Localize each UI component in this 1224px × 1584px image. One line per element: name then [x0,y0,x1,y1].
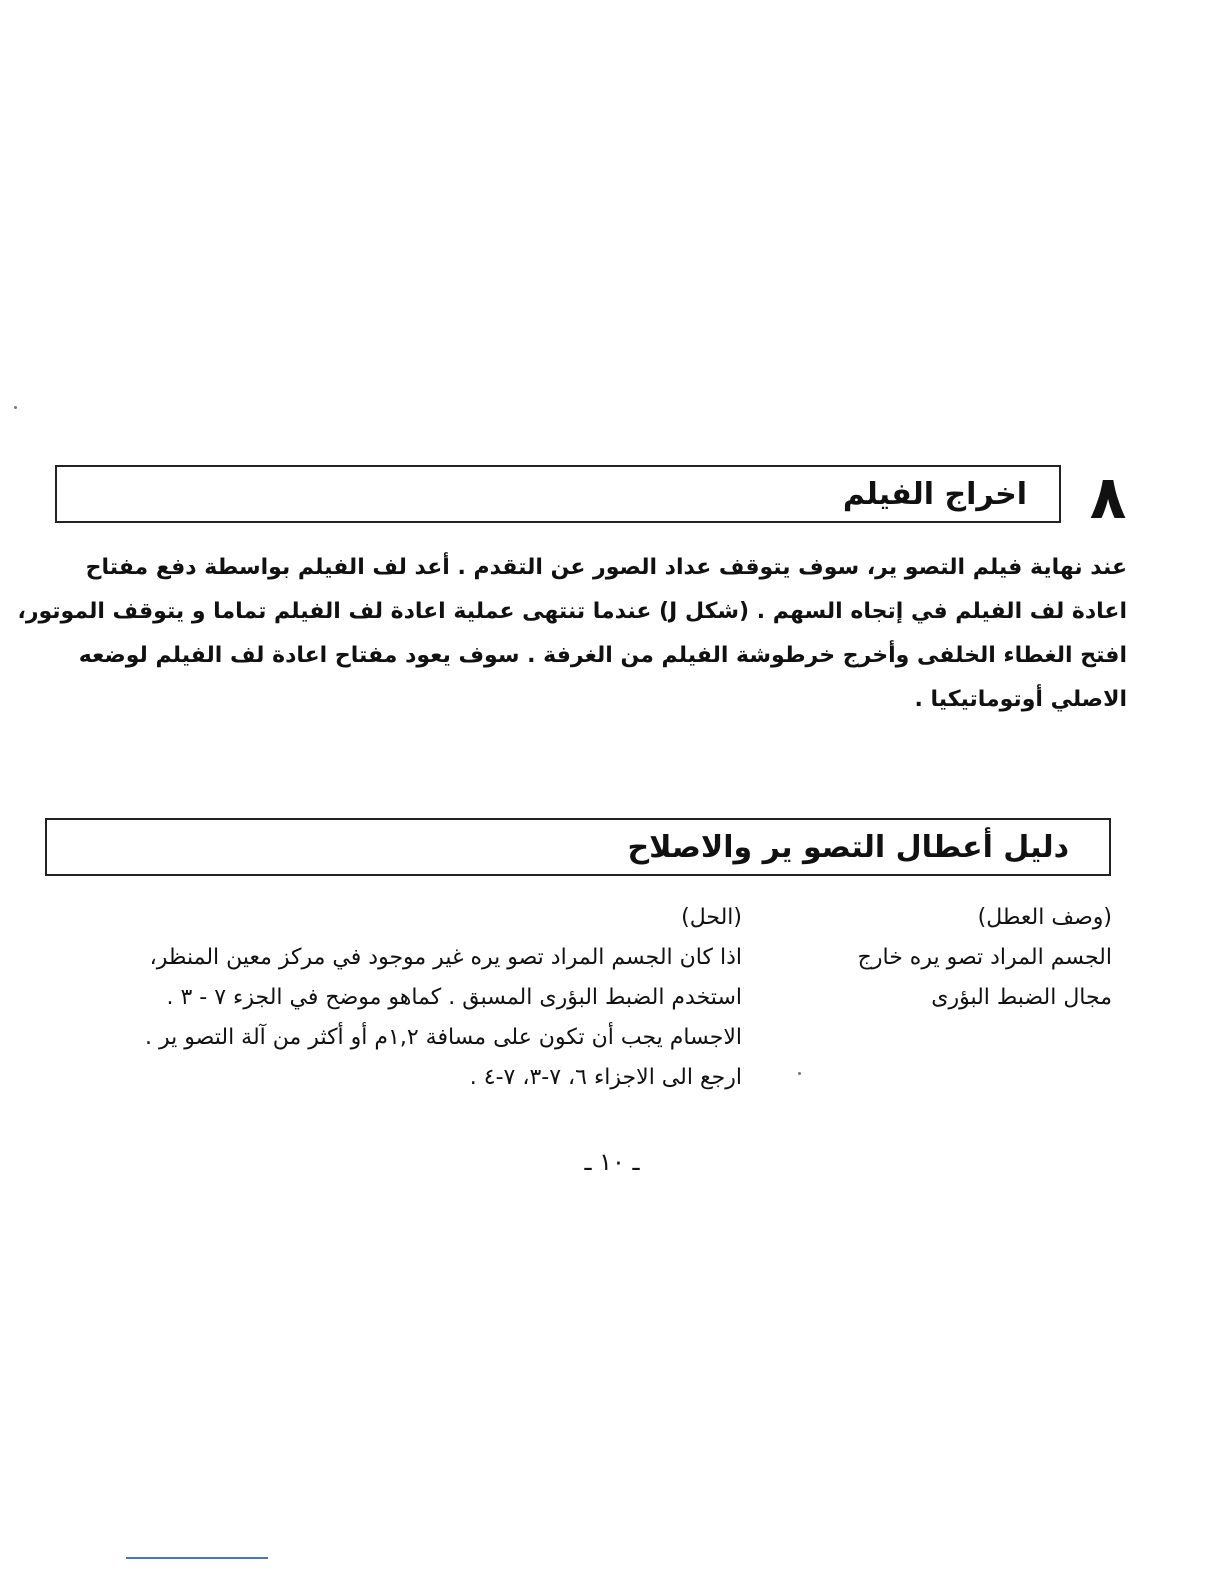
paragraph-line: عند نهاية فيلم التصو ير، سوف يتوقف عداد الصور عن التقدم . أعد لف الفيلم بواسطة دفع مفتاح [85,555,1127,580]
troubleshooting-title-box [45,818,1111,876]
solution-line: الاجسام يجب أن تكون على مسافة ١,٢م أو أكثر من آلة التصو ير . [145,1025,742,1050]
footnote-rule [126,1557,268,1559]
scan-speck [798,1072,801,1075]
paragraph-line: الاصلي أوتوماتيكيا . [914,687,1127,712]
paragraph-line: اعادة لف الفيلم في إتجاه السهم . (شكل J) عندما تنتهى عملية اعادة لف الفيلم تماما و يتوقف الموتور، [17,599,1127,624]
section-paragraph [17,546,1127,722]
solution-header: (الحل) [681,905,742,930]
problem-header: (وصف العطل) [977,905,1112,930]
section-title: اخراج الفيلم [842,477,1027,512]
section-number: ٨ [1089,463,1127,533]
scan-speck [14,406,17,409]
solution-line: استخدم الضبط البؤرى المسبق . كماهو موضح في الجزء ٧ - ٣ . [166,985,742,1010]
section-title-box [55,465,1061,523]
problem-column [800,898,1112,1018]
paragraph-line: افتح الغطاء الخلفى وأخرج خرطوشة الفيلم من الغرفة . سوف يعود مفتاح اعادة لف الفيلم لوضعه [78,643,1127,668]
troubleshooting-title: دليل أعطال التصو ير والاصلاح [627,830,1069,865]
solution-column [30,898,742,1098]
page-number: ـ ١٠ ـ [584,1148,640,1176]
problem-line: الجسم المراد تصو يره خارج [857,945,1112,970]
solution-line: ارجع الى الاجزاء ٦، ٧-٣، ٧-٤ . [469,1065,742,1090]
problem-line: مجال الضبط البؤرى [931,985,1112,1010]
solution-line: اذا كان الجسم المراد تصو يره غير موجود في مركز معين المنظر، [149,945,742,970]
